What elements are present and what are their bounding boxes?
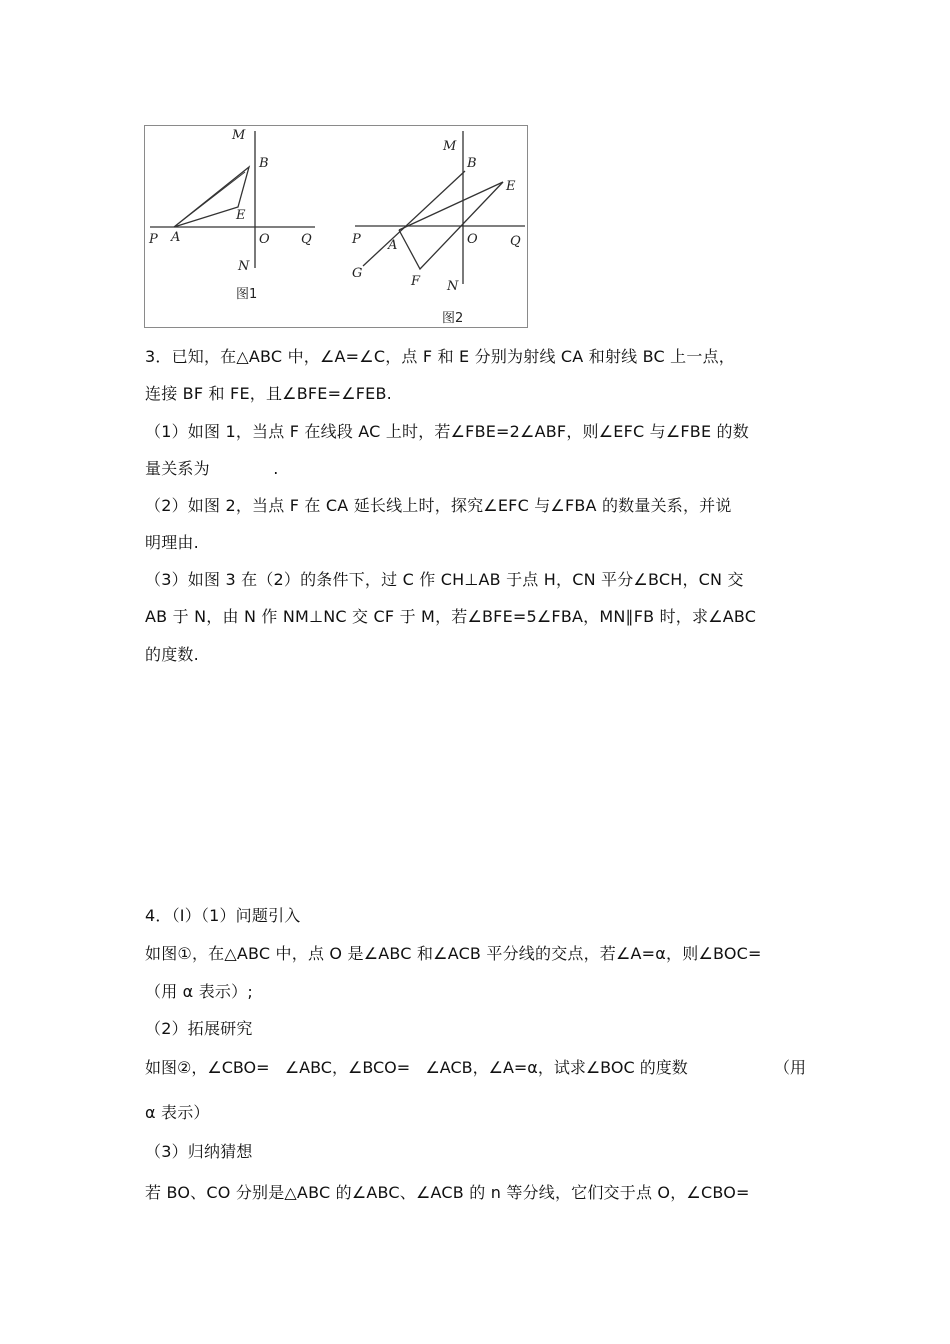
- label-m-2: M: [443, 139, 457, 154]
- problem3-part1-line1: （1）如图 1，当点 F 在线段 AC 上时，若∠FBE=2∠ABF，则∠EFC 与∠FBE 的数: [145, 422, 749, 441]
- label-q-1: Q: [301, 232, 312, 247]
- line-ab-inner-1: [174, 172, 245, 227]
- label-o-1: O: [259, 232, 270, 247]
- problem4-p1-line2: （用 α 表示）;: [145, 982, 253, 1001]
- label-n-2: N: [447, 279, 459, 294]
- label-n-1: N: [238, 259, 250, 274]
- label-p-1: P: [149, 232, 158, 247]
- label-f-2: F: [411, 274, 421, 289]
- problem3-part1-line2: 量关系为 .: [145, 459, 279, 478]
- label-m-1: M: [232, 128, 246, 143]
- problem4-heading: 4．（Ⅰ）（1）问题引入: [145, 906, 301, 925]
- problem4-p3-line1: 若 BO、CO 分别是△ABC 的∠ABC、∠ACB 的 n 等分线，它们交于点 O，∠CBO=: [145, 1183, 750, 1202]
- problem4-sub3: （3）归纳猜想: [145, 1142, 253, 1161]
- problem3-line2: 连接 BF 和 FE，且∠BFE=∠FEB.: [145, 384, 392, 403]
- caption-figure-2: 图2: [442, 311, 464, 326]
- label-a-2: A: [388, 238, 398, 253]
- problem4-sub2: （2）拓展研究: [145, 1019, 253, 1038]
- figure-2: [355, 131, 525, 284]
- caption-figure-1: 图1: [236, 287, 258, 302]
- figure-1: [150, 131, 315, 268]
- label-b-1: B: [259, 156, 269, 171]
- problem3-part2-line1: （2）如图 2，当点 F 在 CA 延长线上时，探究∠EFC 与∠FBA 的数量关系，并说: [145, 496, 732, 515]
- problem3-part3-line1: （3）如图 3 在（2）的条件下，过 C 作 CH⊥AB 于点 H，CN 平分∠BCH，CN 交: [145, 570, 744, 589]
- label-e-2: E: [506, 179, 516, 194]
- label-e-1: E: [236, 208, 246, 223]
- line-gb-2: [363, 171, 465, 266]
- label-a-1: A: [171, 230, 181, 245]
- problem3-line1: 3．已知，在△ABC 中，∠A=∠C，点 F 和 E 分别为射线 CA 和射线 BC 上一点，: [145, 347, 735, 366]
- problem3-part2-line2: 明理由.: [145, 533, 199, 552]
- problem4-p2-line1-main: 如图②，∠CBO= ∠ABC，∠BCO= ∠ACB，∠A=α，试求∠BOC 的度数: [145, 1058, 688, 1077]
- problem3-part3-line2: AB 于 N，由 N 作 NM⊥NC 交 CF 于 M，若∠BFE=5∠FBA，MN∥FB 时，求∠ABC: [145, 607, 757, 626]
- label-p-2: P: [352, 232, 361, 247]
- line-ae-2: [399, 182, 503, 230]
- label-o-2: O: [467, 232, 478, 247]
- problem4-p1-line1: 如图①，在△ABC 中，点 O 是∠ABC 和∠ACB 平分线的交点，若∠A=α，则∠BOC=: [145, 944, 762, 963]
- label-b-2: B: [467, 156, 477, 171]
- problem4-p2-row: [145, 1058, 806, 1078]
- problem4-p2-line1-tail: （用: [773, 1058, 806, 1077]
- figure-panel: [144, 125, 528, 328]
- problem3-part3-line3: 的度数.: [145, 645, 199, 664]
- problem4-p2-line2: α 表示）: [145, 1103, 210, 1122]
- geometry-figures: [145, 126, 529, 329]
- label-q-2: Q: [510, 234, 521, 249]
- label-g-2: G: [352, 266, 363, 281]
